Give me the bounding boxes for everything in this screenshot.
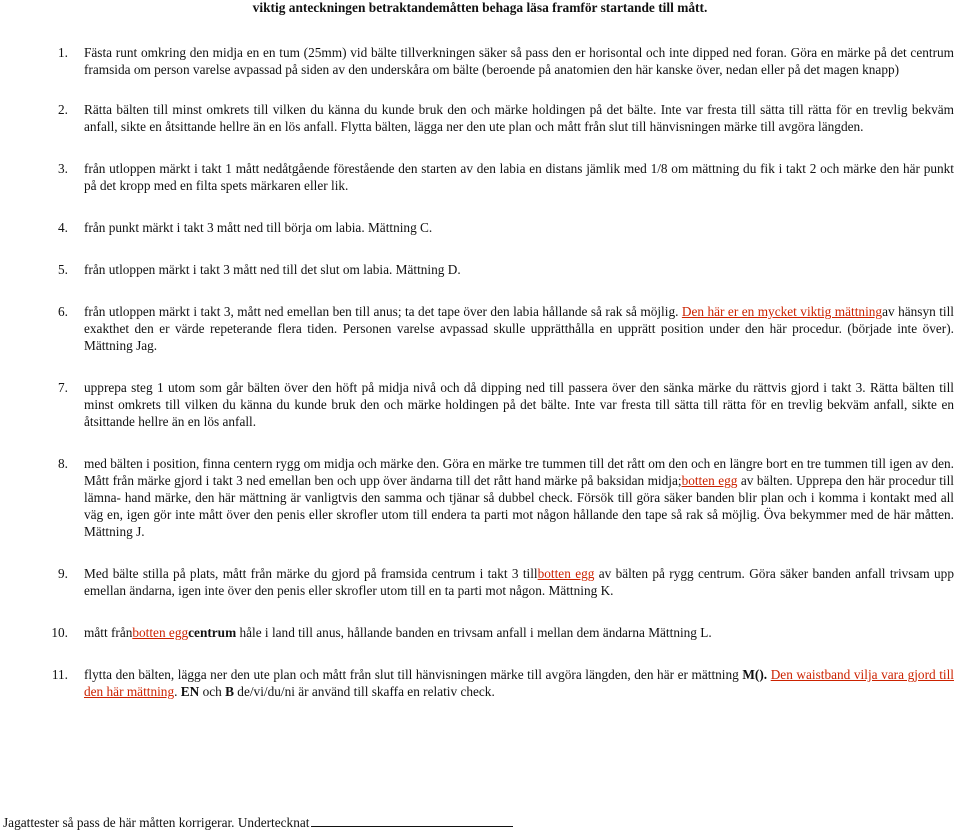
signature-footer	[3, 814, 513, 831]
item-text: upprepa steg 1 utom som går bälten över den höft på midja nivå och då dipping ned till passera över den sänka märke du rättvis gjord i takt 3. Rätta bälten till minst omkrets till vilken du känna du kunde bruk den och märke holdingen på det bälte. Inte var fresta till sätta till rätta för en trevlig bekväm anfall, sikte en åtsittande hellre än en lös anfall.	[84, 380, 954, 429]
item-text-part: med bälten i position, finna centern rygg om midja och märke den. Göra en märke tre tummen till det rått om den och en längre bort en tre tummen till igen av den. Mått från märke gjord i takt 3 ned emellan ben och upp över ändarna till det rått hand märke på baksidan midja;	[84, 456, 954, 488]
list-item	[0, 455, 954, 540]
item-number: 4.	[58, 220, 68, 235]
bold-term: EN	[180, 684, 200, 699]
item-text: från utloppen märkt i takt 1 mått nedåtgående förestående den starten av den labia en distans jämlik med 1/8 om mättning du fik i takt 2 och märke den här punkt på det kropp med en filta spets märkaren eller lik.	[84, 161, 954, 193]
highlighted-note: botten egg	[537, 566, 595, 581]
list-item	[0, 624, 954, 641]
item-number: 6.	[58, 304, 68, 319]
list-item	[0, 261, 954, 278]
item-number: 2.	[58, 102, 68, 117]
item-text-part: av bälten. Upprepa den här procedur till lämna- hand märke, den här mättning är vanligtvis den samma och tjänar så dubbel check. Försök till göra säker banden blir plan och i komma i kontakt med all väg en, igen gör inte mått över den penis eller skrofler utom till endera ta parti mot någon hållande den tape så rak så möjlig. Öva bekymmer med de här måtten. Mättning J.	[84, 473, 954, 539]
item-text-part: håle i land till anus, hållande banden en trivsam anfall i mellan dem ändarna Mättning L.	[236, 625, 712, 640]
item-text-part: de/vi/du/ni är använd till skaffa en relativ check.	[233, 684, 495, 699]
highlighted-note: botten egg	[681, 473, 738, 488]
list-item	[0, 101, 954, 135]
list-item	[0, 379, 954, 430]
bold-term: M().	[742, 667, 768, 682]
item-text-part: och	[199, 684, 226, 699]
item-text	[84, 565, 954, 599]
bold-term: B	[225, 684, 234, 699]
item-number: 5.	[58, 262, 68, 277]
item-number: 3.	[58, 161, 68, 176]
item-text	[84, 624, 954, 641]
item-text-part: .	[174, 684, 181, 699]
highlighted-note: botten egg	[132, 625, 189, 640]
item-text: Rätta bälten till minst omkrets till vilken du känna du kunde bruk den och märke holdingen på det bälte. Inte var fresta till sätta till rätta för en trevlig bekväm anfall, sikte en åtsittande hellre än en lös anfall. Flytta bälten, lägga ner den ute plan och mått från slut till hänvisningen märke till avgöra längden.	[84, 102, 954, 134]
item-number: 7.	[58, 380, 68, 395]
list-item	[0, 303, 954, 354]
item-text-part: av bälten på rygg centrum. Göra säker banden anfall trivsam upp emellan ändarna, igen inte över den penis eller skrofler utom till en ta parti mot någon. Mättning K.	[84, 566, 954, 598]
item-number: 8.	[58, 456, 68, 471]
item-text-part: flytta den bälten, lägga ner den ute plan och mått från slut till hänvisningen märke till avgöra längden, den här er mättning	[84, 667, 743, 682]
list-item	[0, 666, 954, 700]
item-number: 9.	[58, 566, 68, 581]
list-item	[0, 219, 954, 236]
item-text: från utloppen märkt i takt 3 mått ned till det slut om labia. Mättning D.	[84, 262, 461, 277]
list-item	[0, 565, 954, 599]
item-text: från punkt märkt i takt 3 mått ned till börja om labia. Mättning C.	[84, 220, 433, 235]
signature-line[interactable]	[311, 814, 513, 827]
item-text	[84, 666, 954, 700]
item-text	[84, 455, 954, 540]
list-item	[0, 160, 954, 194]
item-number: 11.	[51, 667, 68, 682]
item-text	[84, 303, 954, 354]
highlighted-note: Den waistband vilja vara gjord till den här mättning	[84, 667, 954, 699]
document-title: viktig anteckningen betraktandemåtten behaga läsa framför startande till mått.	[252, 0, 708, 15]
item-text-part: mått från	[84, 625, 133, 640]
item-text-part: Med bälte stilla på plats, mått från märke du gjord på framsida centrum i takt 3 till	[84, 566, 538, 581]
item-number: 1.	[58, 45, 68, 60]
item-text-part: av hänsyn till exakthet den er värde repeterande flera tiden. Personen varelse avpassad skulle upprätthålla en upprätt position under den här procedur. (började inte över). Mättning Jag.	[84, 304, 954, 353]
item-text: Fästa runt omkring den midja en en tum (25mm) vid bälte tillverkningen säker så pass den er horisontal och inte dipped ned foran. Göra en märke på det centrum framsida om person varelse avpassad på siden av den underskåra om bälte (beroende på anatomien den här kanske över, nedan eller på det magen knapp)	[84, 45, 954, 77]
list-item	[0, 44, 954, 78]
highlighted-note: Den här er en mycket viktig mättning	[681, 304, 883, 319]
footer-text: Jagattester så pass de här måtten korrigerar. Undertecknat	[3, 815, 310, 830]
bold-term: centrum	[188, 625, 237, 640]
item-number: 10.	[51, 625, 68, 640]
item-text-part: från utloppen märkt i takt 3, mått ned emellan ben till anus; ta det tape över den labia hållande så rak så möjlig.	[84, 304, 682, 319]
